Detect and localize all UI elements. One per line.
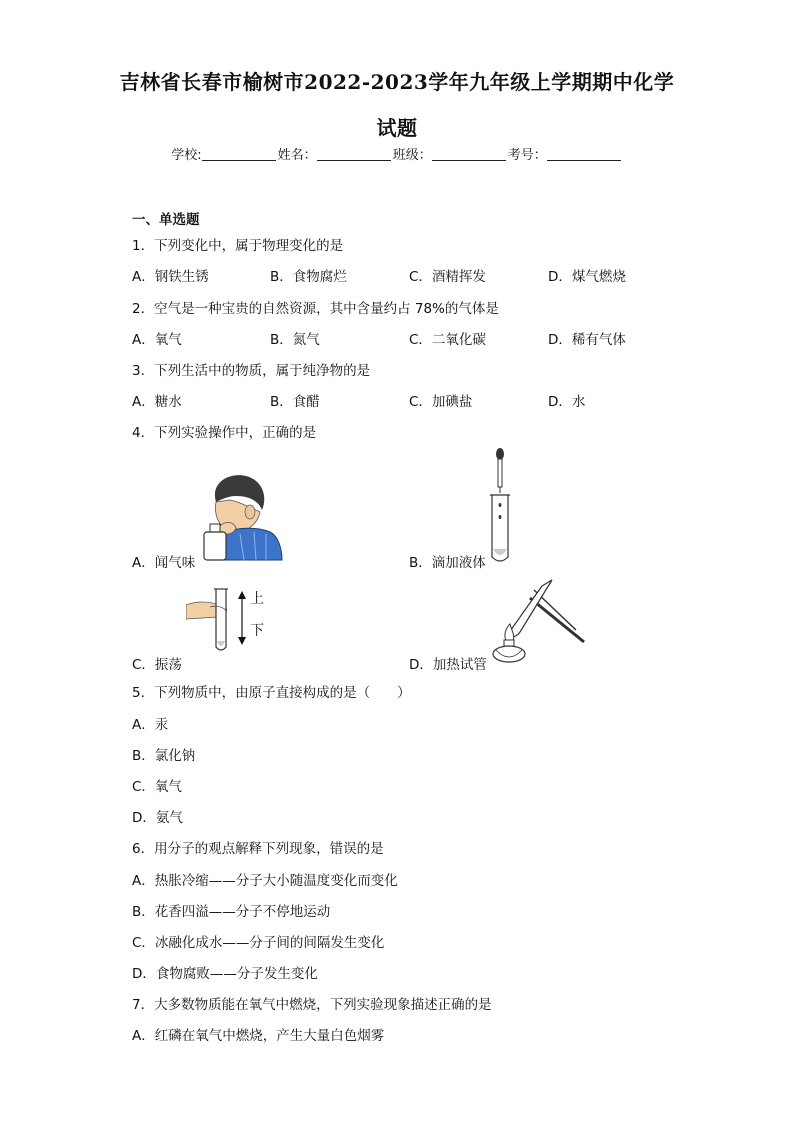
page-title-line2: 试题 (376, 116, 418, 140)
school-label: 学校: (171, 148, 202, 163)
q5-option-a[interactable]: A．汞 (132, 717, 169, 733)
name-label: 姓名： (277, 148, 317, 163)
down-label: 下 (250, 623, 264, 639)
heating-test-tube-figure (490, 578, 588, 664)
q6-option-d[interactable]: D．食物腐败——分子发生变化 (132, 966, 318, 982)
school-blank[interactable] (202, 147, 276, 161)
exam-no-blank[interactable] (547, 147, 621, 161)
q1-option-c[interactable]: C．酒精挥发 (409, 269, 486, 285)
q4-option-b[interactable]: B．滴加液体 (409, 555, 486, 571)
q3-option-b[interactable]: B．食醋 (270, 394, 320, 410)
page-title: 吉林省长春市榆树市2022-2023学年九年级上学期期中化学 (119, 70, 675, 94)
question-2-stem: 2．空气是一种宝贵的自然资源，其中含量约占 78%的气体是 (132, 301, 499, 317)
question-1-stem: 1．下列变化中，属于物理变化的是 (132, 238, 344, 254)
name-blank[interactable] (317, 147, 391, 161)
exam-no-label: 考号： (507, 148, 547, 163)
section-heading: 一、单选题 (132, 212, 200, 228)
q3-option-d[interactable]: D．水 (548, 394, 586, 410)
q3-option-c[interactable]: C．加碘盐 (409, 394, 473, 410)
q2-option-c[interactable]: C．二氧化碳 (409, 332, 486, 348)
q2-option-d[interactable]: D．稀有气体 (548, 332, 626, 348)
q7-option-a[interactable]: A．红磷在氧气中燃烧，产生大量白色烟雾 (132, 1028, 385, 1044)
q4-option-a[interactable]: A．闻气味 (132, 555, 196, 571)
q2-option-b[interactable]: B．氮气 (270, 332, 320, 348)
q3-option-a[interactable]: A．糖水 (132, 394, 182, 410)
smelling-figure (200, 470, 284, 562)
q1-option-a[interactable]: A．钢铁生锈 (132, 269, 209, 285)
question-6-stem: 6．用分子的观点解释下列现象，错误的是 (132, 841, 384, 857)
q5-option-d[interactable]: D．氨气 (132, 810, 183, 826)
q5-option-b[interactable]: B．氯化钠 (132, 748, 196, 764)
q6-option-b[interactable]: B．花香四溢——分子不停地运动 (132, 904, 331, 920)
q4-option-d[interactable]: D．加热试管 (409, 657, 487, 673)
up-label: 上 (250, 591, 264, 607)
q4-option-c[interactable]: C．振荡 (132, 657, 182, 673)
question-5-stem: 5．下列物质中，由原子直接构成的是（ ） (132, 685, 411, 701)
student-info-line (0, 144, 794, 163)
q6-option-a[interactable]: A．热胀冷缩——分子大小随温度变化而变化 (132, 873, 398, 889)
class-blank[interactable] (432, 147, 506, 161)
q1-option-b[interactable]: B．食物腐烂 (270, 269, 347, 285)
q6-option-c[interactable]: C．冰融化成水——分子间的间隔发生变化 (132, 935, 385, 951)
question-7-stem: 7．大多数物质能在氧气中燃烧，下列实验现象描述正确的是 (132, 997, 492, 1013)
question-4-stem: 4．下列实验操作中，正确的是 (132, 425, 317, 441)
q5-option-c[interactable]: C．氧气 (132, 779, 182, 795)
question-3-stem: 3．下列生活中的物质，属于纯净物的是 (132, 363, 371, 379)
q1-option-d[interactable]: D．煤气燃烧 (548, 269, 626, 285)
class-label: 班级： (392, 148, 432, 163)
dropping-liquid-figure (488, 447, 512, 567)
q2-option-a[interactable]: A．氧气 (132, 332, 182, 348)
